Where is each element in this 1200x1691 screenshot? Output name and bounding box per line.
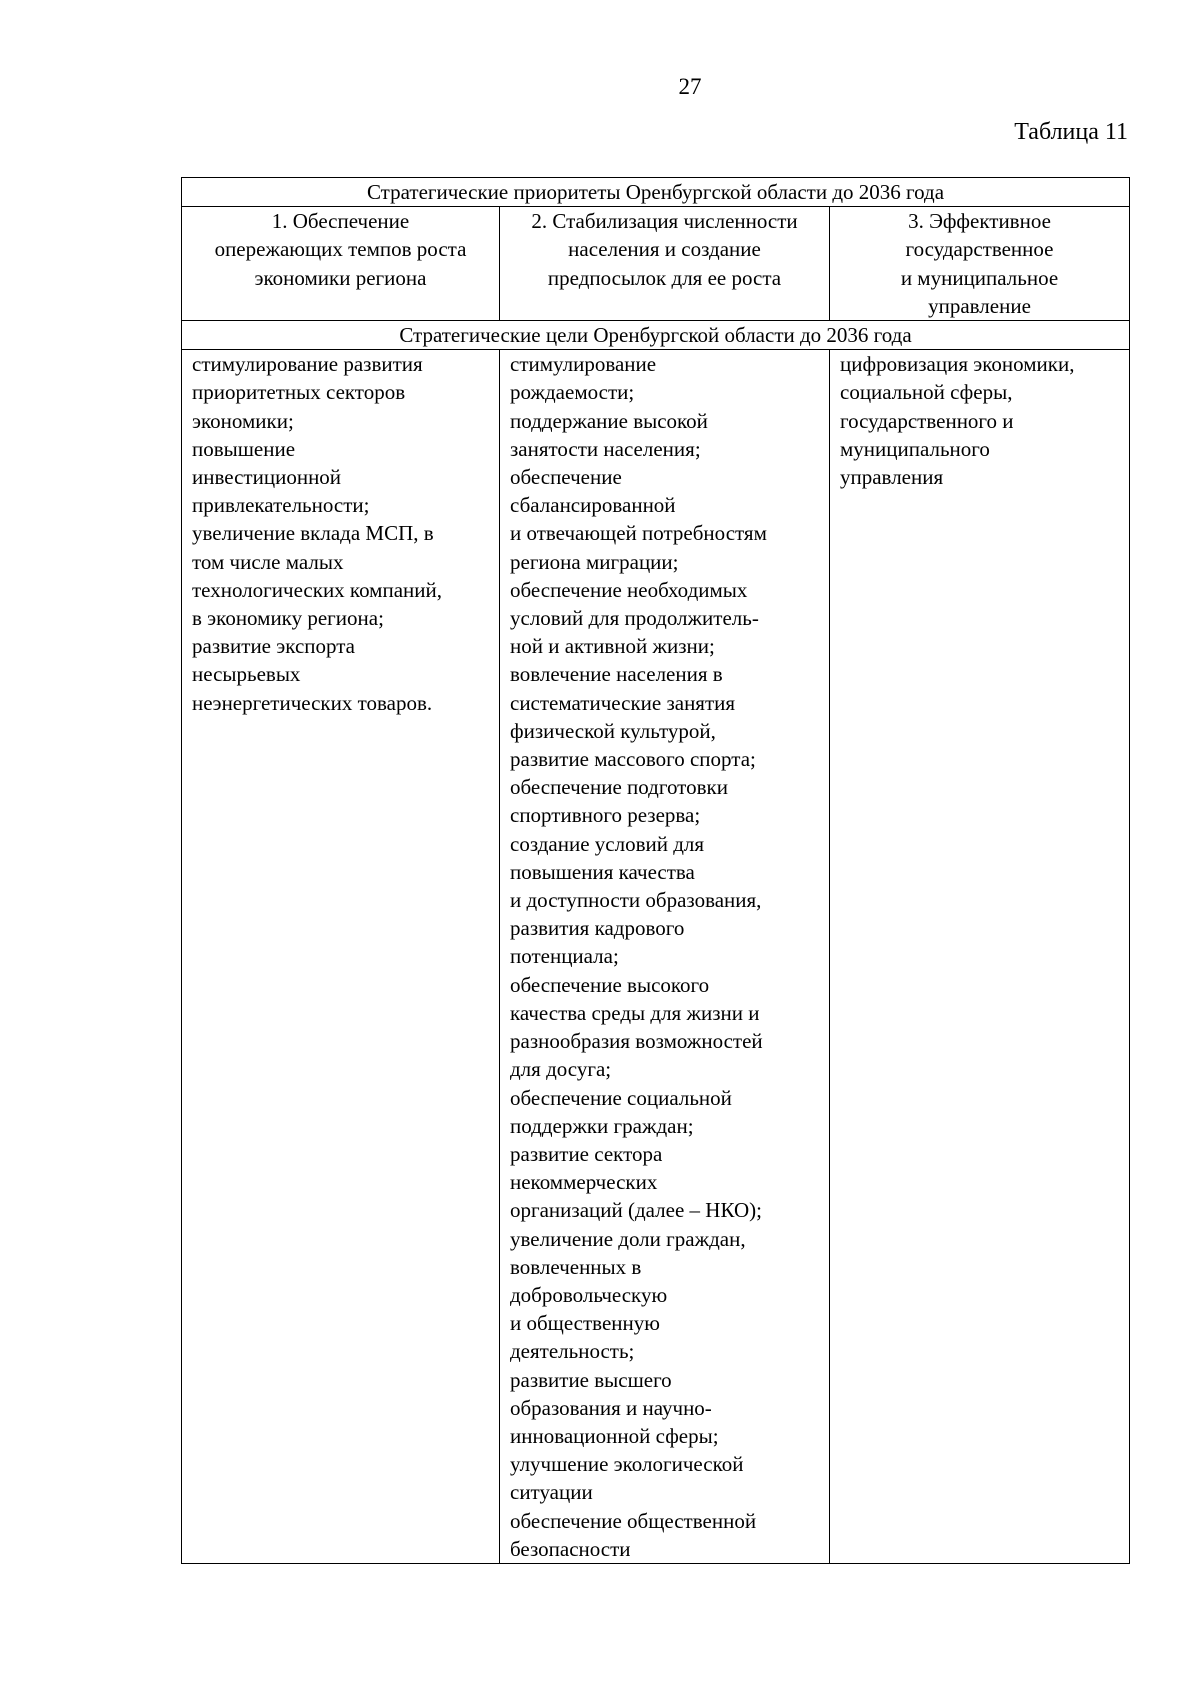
goals-header: Стратегические цели Оренбургской области до 2036 года xyxy=(182,321,1130,350)
priority-text-3: 3. Эффективное государственное и муниципальное управление xyxy=(900,209,1059,318)
goals-text-2: стимулирование рождаемости; поддержание высокой занятости населения; обеспечение сбалансированной и отвечающей потребностям региона миграции; обеспечение необходимых условий для продолжитель- ной и активной жизни; вовлечение населения в систематические занятия физической культурой, развитие массового спорта; обеспечение подготовки спортивного резерва; создание условий для повышения качества и доступности образования, развития кадрового потенциала; обеспечение высокого качества среды для жизни и разнообразия возможностей для досуга; обеспечение социальной поддержки граждан; развитие сектора некоммерческих организаций (далее – НКО); увеличение доли граждан, вовлеченных в добровольческую и общественную деятельность; развитие высшего образования и научно- инновационной сферы; улучшение экологической ситуации обеспечение общественной безопасности xyxy=(510,352,767,1561)
goals-row xyxy=(182,350,1130,1564)
table-label: Таблица 11 xyxy=(1014,119,1128,145)
priority-text-1: 1. Обеспечение опережающих темпов роста экономики региона xyxy=(214,209,467,290)
goals-cell-1 xyxy=(182,350,500,1564)
priorities-row xyxy=(182,207,1130,321)
priority-cell-3 xyxy=(830,207,1130,321)
goals-text-3: цифровизация экономики, социальной сферы, государственного и муниципального управления xyxy=(840,352,1075,490)
priority-cell-1 xyxy=(182,207,500,321)
priorities-header: Стратегические приоритеты Оренбургской области до 2036 года xyxy=(182,178,1130,207)
goals-cell-3 xyxy=(830,350,1130,1564)
strategy-table xyxy=(181,177,1130,1564)
priority-text-2: 2. Стабилизация численности населения и создание предпосылок для ее роста xyxy=(531,209,798,290)
priorities-header-row xyxy=(182,178,1130,207)
goals-text-1: стимулирование развития приоритетных секторов экономики; повышение инвестиционной привлекательности; увеличение вклада МСП, в том числе малых технологических компаний, в экономику региона; развитие экспорта несырьевых неэнергетических товаров. xyxy=(192,352,442,715)
goals-header-row xyxy=(182,321,1130,350)
page-number: 27 xyxy=(678,74,702,99)
priority-cell-2 xyxy=(500,207,830,321)
goals-cell-2 xyxy=(500,350,830,1564)
